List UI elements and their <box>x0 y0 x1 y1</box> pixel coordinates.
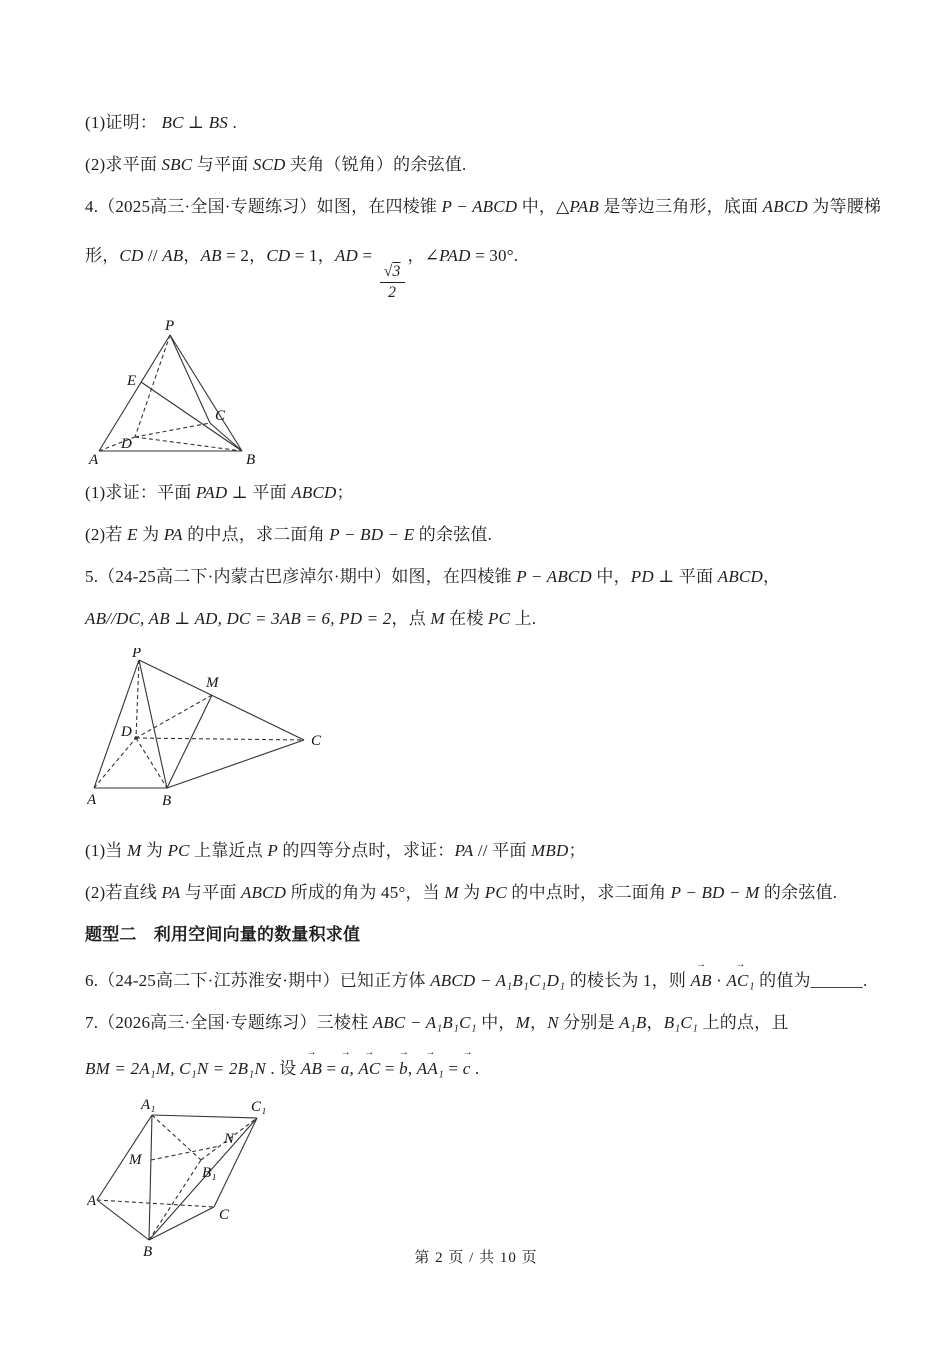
text-segment: CD <box>266 246 291 265</box>
text-segment: AB <box>162 246 184 265</box>
vertex-label-P: P <box>165 317 175 334</box>
problem5-part1-text <box>85 838 872 864</box>
text-segment: ⊥ 平面 <box>653 566 718 586</box>
text-segment: 的棱长为 1，则 <box>565 970 691 990</box>
text-segment: // <box>143 246 163 265</box>
text-segment: 的余弦值. <box>414 524 493 544</box>
text-segment: PAB <box>569 197 599 216</box>
text-segment: 中， <box>591 566 631 586</box>
dashed-hidden-edges <box>99 335 242 451</box>
text-segment: ⊥ 平面 <box>227 482 292 502</box>
text-segment: M <box>127 840 142 860</box>
text-segment: 5.（24-25高二下·内蒙古巴彦淖尔·期中）如图，在四棱锥 <box>85 566 517 586</box>
text-segment: 与平面 <box>180 882 241 902</box>
text-segment: 与平面 <box>192 155 253 174</box>
figure-pyramid-p-abcd-problem5 <box>87 648 872 810</box>
vertex-label-C: C <box>215 407 226 424</box>
pyramid-diagram-problem4 <box>87 318 277 468</box>
text-segment: AB → <box>691 968 712 994</box>
text-segment: ， <box>183 246 201 265</box>
text-segment: P − BD − M <box>670 882 760 902</box>
vertex-label-A1: A₁ <box>141 1097 156 1113</box>
problem5-part2-text <box>85 880 872 906</box>
text-segment: PAD <box>195 482 228 502</box>
text-segment: M <box>515 1012 530 1032</box>
solid-edges <box>99 335 242 451</box>
text-segment: PA <box>161 882 181 902</box>
problem5-intro-line1 <box>85 564 872 590</box>
text-segment: 形， <box>85 246 120 265</box>
text-segment: M <box>430 608 445 628</box>
text-segment: 为 <box>458 882 485 902</box>
text-segment: , <box>349 1058 359 1078</box>
text-segment: (1)证明： <box>85 113 162 132</box>
problem7-intro-line1 <box>85 1010 872 1036</box>
text-segment: (2)若 <box>85 524 128 544</box>
text-segment: (2)若直线 <box>85 882 162 902</box>
text-segment: M <box>444 882 459 902</box>
text-segment: $\frac{√3}{2}$ <box>380 263 405 302</box>
problem4-part1-text <box>85 480 872 506</box>
text-segment: = <box>322 1058 341 1078</box>
text-segment: . 设 <box>265 1058 301 1078</box>
vertex-label-A: A <box>89 451 99 468</box>
vertex-label-C: C <box>219 1206 230 1223</box>
problem4-intro-line1 <box>85 194 882 220</box>
text-segment: P − BD − E <box>329 524 415 544</box>
text-segment: = <box>444 1058 463 1078</box>
text-segment: = 1， <box>290 246 335 265</box>
text-segment: (2)求平面 <box>85 155 162 174</box>
text-segment: AD <box>334 246 359 265</box>
text-segment: AB → <box>301 1056 322 1082</box>
text-segment: 上靠近点 <box>189 840 268 860</box>
text-segment: . <box>862 970 868 990</box>
text-segment: AC → <box>358 1056 380 1082</box>
text-segment: 的中点，求二面角 <box>182 524 330 544</box>
text-segment: , <box>407 1058 417 1078</box>
text-segment: a → <box>341 1056 350 1082</box>
text-segment: = <box>380 1058 400 1078</box>
text-segment: ABC − A₁B₁C₁ <box>372 1012 477 1032</box>
vertex-label-A: A <box>87 1192 97 1209</box>
text-segment: ABCD <box>717 566 763 586</box>
text-segment: // 平面 <box>473 840 532 860</box>
text-segment: (1)当 <box>85 840 128 860</box>
text-segment: . <box>228 113 237 132</box>
text-segment: ，点 <box>391 608 431 628</box>
page-footer: 第 2 页 / 共 10 页 <box>414 1250 538 1266</box>
text-segment: PA <box>163 524 183 544</box>
figure-pyramid-p-abcd-problem4 <box>87 318 872 468</box>
text-segment: ，∠ <box>407 246 440 265</box>
text-segment: BM = 2A₁M, C₁N = 2B₁N <box>85 1058 266 1078</box>
text-segment: 中， <box>476 1012 516 1032</box>
text-segment: · <box>711 970 727 990</box>
problem6-text <box>85 964 872 994</box>
text-segment: PC <box>167 840 190 860</box>
text-segment: ABCD <box>240 882 287 902</box>
text-segment: = <box>358 246 377 265</box>
text-segment: AC₁ → <box>726 968 754 994</box>
vertex-label-D: D <box>121 435 132 452</box>
problem5-intro-line2 <box>85 606 872 632</box>
vertex-label-B: B <box>162 792 172 809</box>
vertex-label-A: A <box>87 791 97 808</box>
vertex-label-N: N <box>224 1130 235 1147</box>
text-segment: 上的点，且 <box>698 1012 789 1032</box>
text-segment: MBD <box>531 840 569 860</box>
vertex-label-B: B <box>246 451 256 468</box>
text-segment: ABCD <box>291 482 337 502</box>
text-segment: . <box>470 1058 480 1078</box>
text-segment: 在棱 <box>444 608 489 628</box>
text-segment: b → <box>399 1056 408 1082</box>
text-segment: c → <box>463 1056 471 1082</box>
text-segment: ， <box>762 566 781 586</box>
text-segment: P − ABCD <box>441 197 518 216</box>
text-segment: CD <box>119 246 144 265</box>
text-segment: 夹角（锐角）的余弦值. <box>285 155 467 174</box>
text-segment: 上. <box>510 608 537 628</box>
text-segment: AA₁ → <box>417 1056 444 1082</box>
vertex-label-M: M <box>129 1151 142 1168</box>
vertex-label-D: D <box>121 723 132 740</box>
vertex-label-M: M <box>206 674 219 691</box>
text-segment: P − ABCD <box>516 566 592 586</box>
text-segment: SCD <box>252 155 286 174</box>
text-segment: 的四等分点时，求证： <box>277 840 455 860</box>
point-D-dot <box>134 736 138 740</box>
vertex-labels <box>87 1098 266 1260</box>
text-segment: ， <box>529 1012 548 1032</box>
text-segment: P <box>267 840 278 860</box>
text-segment: ⊥ <box>183 113 209 132</box>
text-segment: SBC <box>161 155 193 174</box>
text-segment: ； <box>568 840 586 860</box>
text-segment: 7.（2026高三·全国·专题练习）三棱柱 <box>85 1012 373 1032</box>
text-segment: ， <box>646 1012 664 1032</box>
text-segment: AB <box>200 246 222 265</box>
figure-prism-abc-a1b1c1-problem7 <box>87 1098 872 1264</box>
text-segment: AB//DC, AB ⊥ AD, DC = 3AB = 6, PD = 2 <box>85 608 392 628</box>
vertex-label-B1: B₁ <box>202 1164 217 1181</box>
text-segment: 4.（2025高三·全国·专题练习）如图，在四棱锥 <box>85 197 442 216</box>
problem4-part2-text <box>85 522 872 548</box>
vertex-label-B: B <box>143 1243 153 1260</box>
text-segment: PC <box>488 608 511 628</box>
text-segment: E <box>127 524 138 544</box>
pyramid-diagram-problem5 <box>87 648 322 810</box>
text-segment: N <box>547 1012 559 1032</box>
text-segment: 为 <box>141 840 168 860</box>
text-segment: PD <box>630 566 654 586</box>
text-segment: 题型二 利用空间向量的数量积求值 <box>85 924 361 944</box>
problem7-intro-line2 <box>85 1052 872 1082</box>
text-segment: ； <box>336 482 354 502</box>
text-segment: 的值为 <box>754 970 811 990</box>
text-segment: BS <box>208 113 228 132</box>
problem3-part2-text <box>85 152 872 178</box>
vertex-label-C: C <box>311 732 322 749</box>
text-segment: PA <box>454 840 474 860</box>
text-segment: 的余弦值. <box>759 882 838 902</box>
text-segment: A₁B <box>619 1012 647 1032</box>
text-segment: 的中点时，求二面角 <box>506 882 671 902</box>
text-segment: 中，△ <box>517 197 570 216</box>
text-segment: ABCD − A₁B₁C₁D₁ <box>430 970 566 990</box>
text-segment: BC <box>161 113 184 132</box>
vertex-label-E: E <box>127 372 137 389</box>
problem3-part1-text <box>85 110 872 136</box>
text-segment: 为等腰梯 <box>807 197 882 216</box>
text-segment: 分别是 <box>558 1012 620 1032</box>
text-segment: B₁C₁ <box>663 1012 699 1032</box>
vertex-label-P: P <box>132 647 142 661</box>
vertex-label-C1: C₁ <box>251 1098 267 1115</box>
text-segment: 6.（24-25高二下·江苏淮安·期中）已知正方体 <box>85 970 431 990</box>
prism-diagram-problem7 <box>87 1098 282 1264</box>
text-segment: PC <box>484 882 507 902</box>
vertex-labels <box>87 648 322 809</box>
text-segment: ______ <box>810 970 863 990</box>
text-segment: 是等边三角形，底面 <box>598 197 763 216</box>
text-segment: (1)求证：平面 <box>85 482 196 502</box>
text-segment: PAD <box>439 246 471 265</box>
problem4-intro-line2 <box>85 236 872 302</box>
text-segment: = 2， <box>221 246 267 265</box>
text-segment: ABCD <box>762 197 808 216</box>
text-segment: 为 <box>137 524 164 544</box>
text-segment: = 30°. <box>470 246 519 265</box>
text-segment: 所成的角为 45°，当 <box>286 882 445 902</box>
topic2-heading <box>85 922 872 948</box>
